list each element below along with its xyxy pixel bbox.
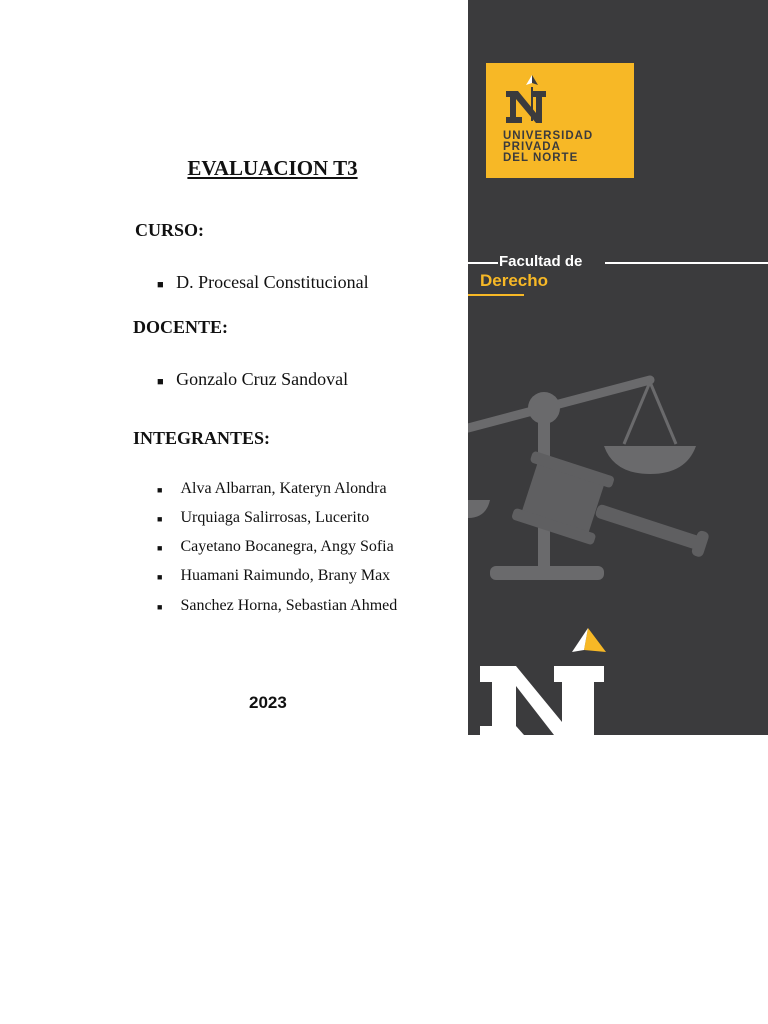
member-name: Sanchez Horna, Sebastian Ahmed: [180, 597, 398, 614]
course-heading: CURSO:: [135, 220, 205, 240]
accent-underline: [468, 294, 524, 296]
member-name: Alva Albarran, Kateryn Alondra: [180, 480, 387, 497]
divider-line: [605, 262, 768, 264]
justice-scale-icon: [468, 370, 768, 585]
cover-panel: [468, 0, 768, 735]
divider-line: [468, 262, 498, 264]
member-item: [157, 538, 394, 556]
bullet-icon: ■: [157, 279, 164, 291]
university-logo: [486, 63, 634, 178]
course-item: [157, 272, 369, 293]
university-name: UNIVERSIDAD PRIVADA DEL NORTE: [503, 130, 594, 164]
bullet-icon: ■: [157, 572, 163, 582]
member-name: Urquiaga Salirrosas, Lucerito: [180, 509, 370, 526]
document-title: EVALUACION T3: [187, 156, 358, 180]
university-n-large-icon: [480, 622, 610, 735]
document-year: 2023: [249, 693, 287, 712]
university-n-icon: [502, 73, 562, 129]
bullet-icon: ■: [157, 602, 163, 612]
course-name: D. Procesal Constitucional: [176, 272, 369, 292]
teacher-item: [157, 369, 348, 390]
member-item: [157, 480, 387, 498]
bullet-icon: ■: [157, 376, 164, 388]
faculty-name: Derecho: [480, 271, 549, 290]
member-item: [157, 567, 390, 585]
member-name: Huamani Raimundo, Brany Max: [180, 567, 391, 584]
bullet-icon: ■: [157, 485, 163, 495]
faculty-label: Facultad de: [499, 253, 583, 270]
bullet-icon: ■: [157, 514, 163, 524]
member-item: [157, 597, 397, 615]
bullet-icon: ■: [157, 543, 163, 553]
member-item: [157, 509, 369, 527]
teacher-name: Gonzalo Cruz Sandoval: [176, 369, 349, 389]
teacher-heading: DOCENTE:: [133, 317, 229, 337]
members-heading: INTEGRANTES:: [133, 428, 271, 448]
member-name: Cayetano Bocanegra, Angy Sofia: [180, 538, 394, 555]
